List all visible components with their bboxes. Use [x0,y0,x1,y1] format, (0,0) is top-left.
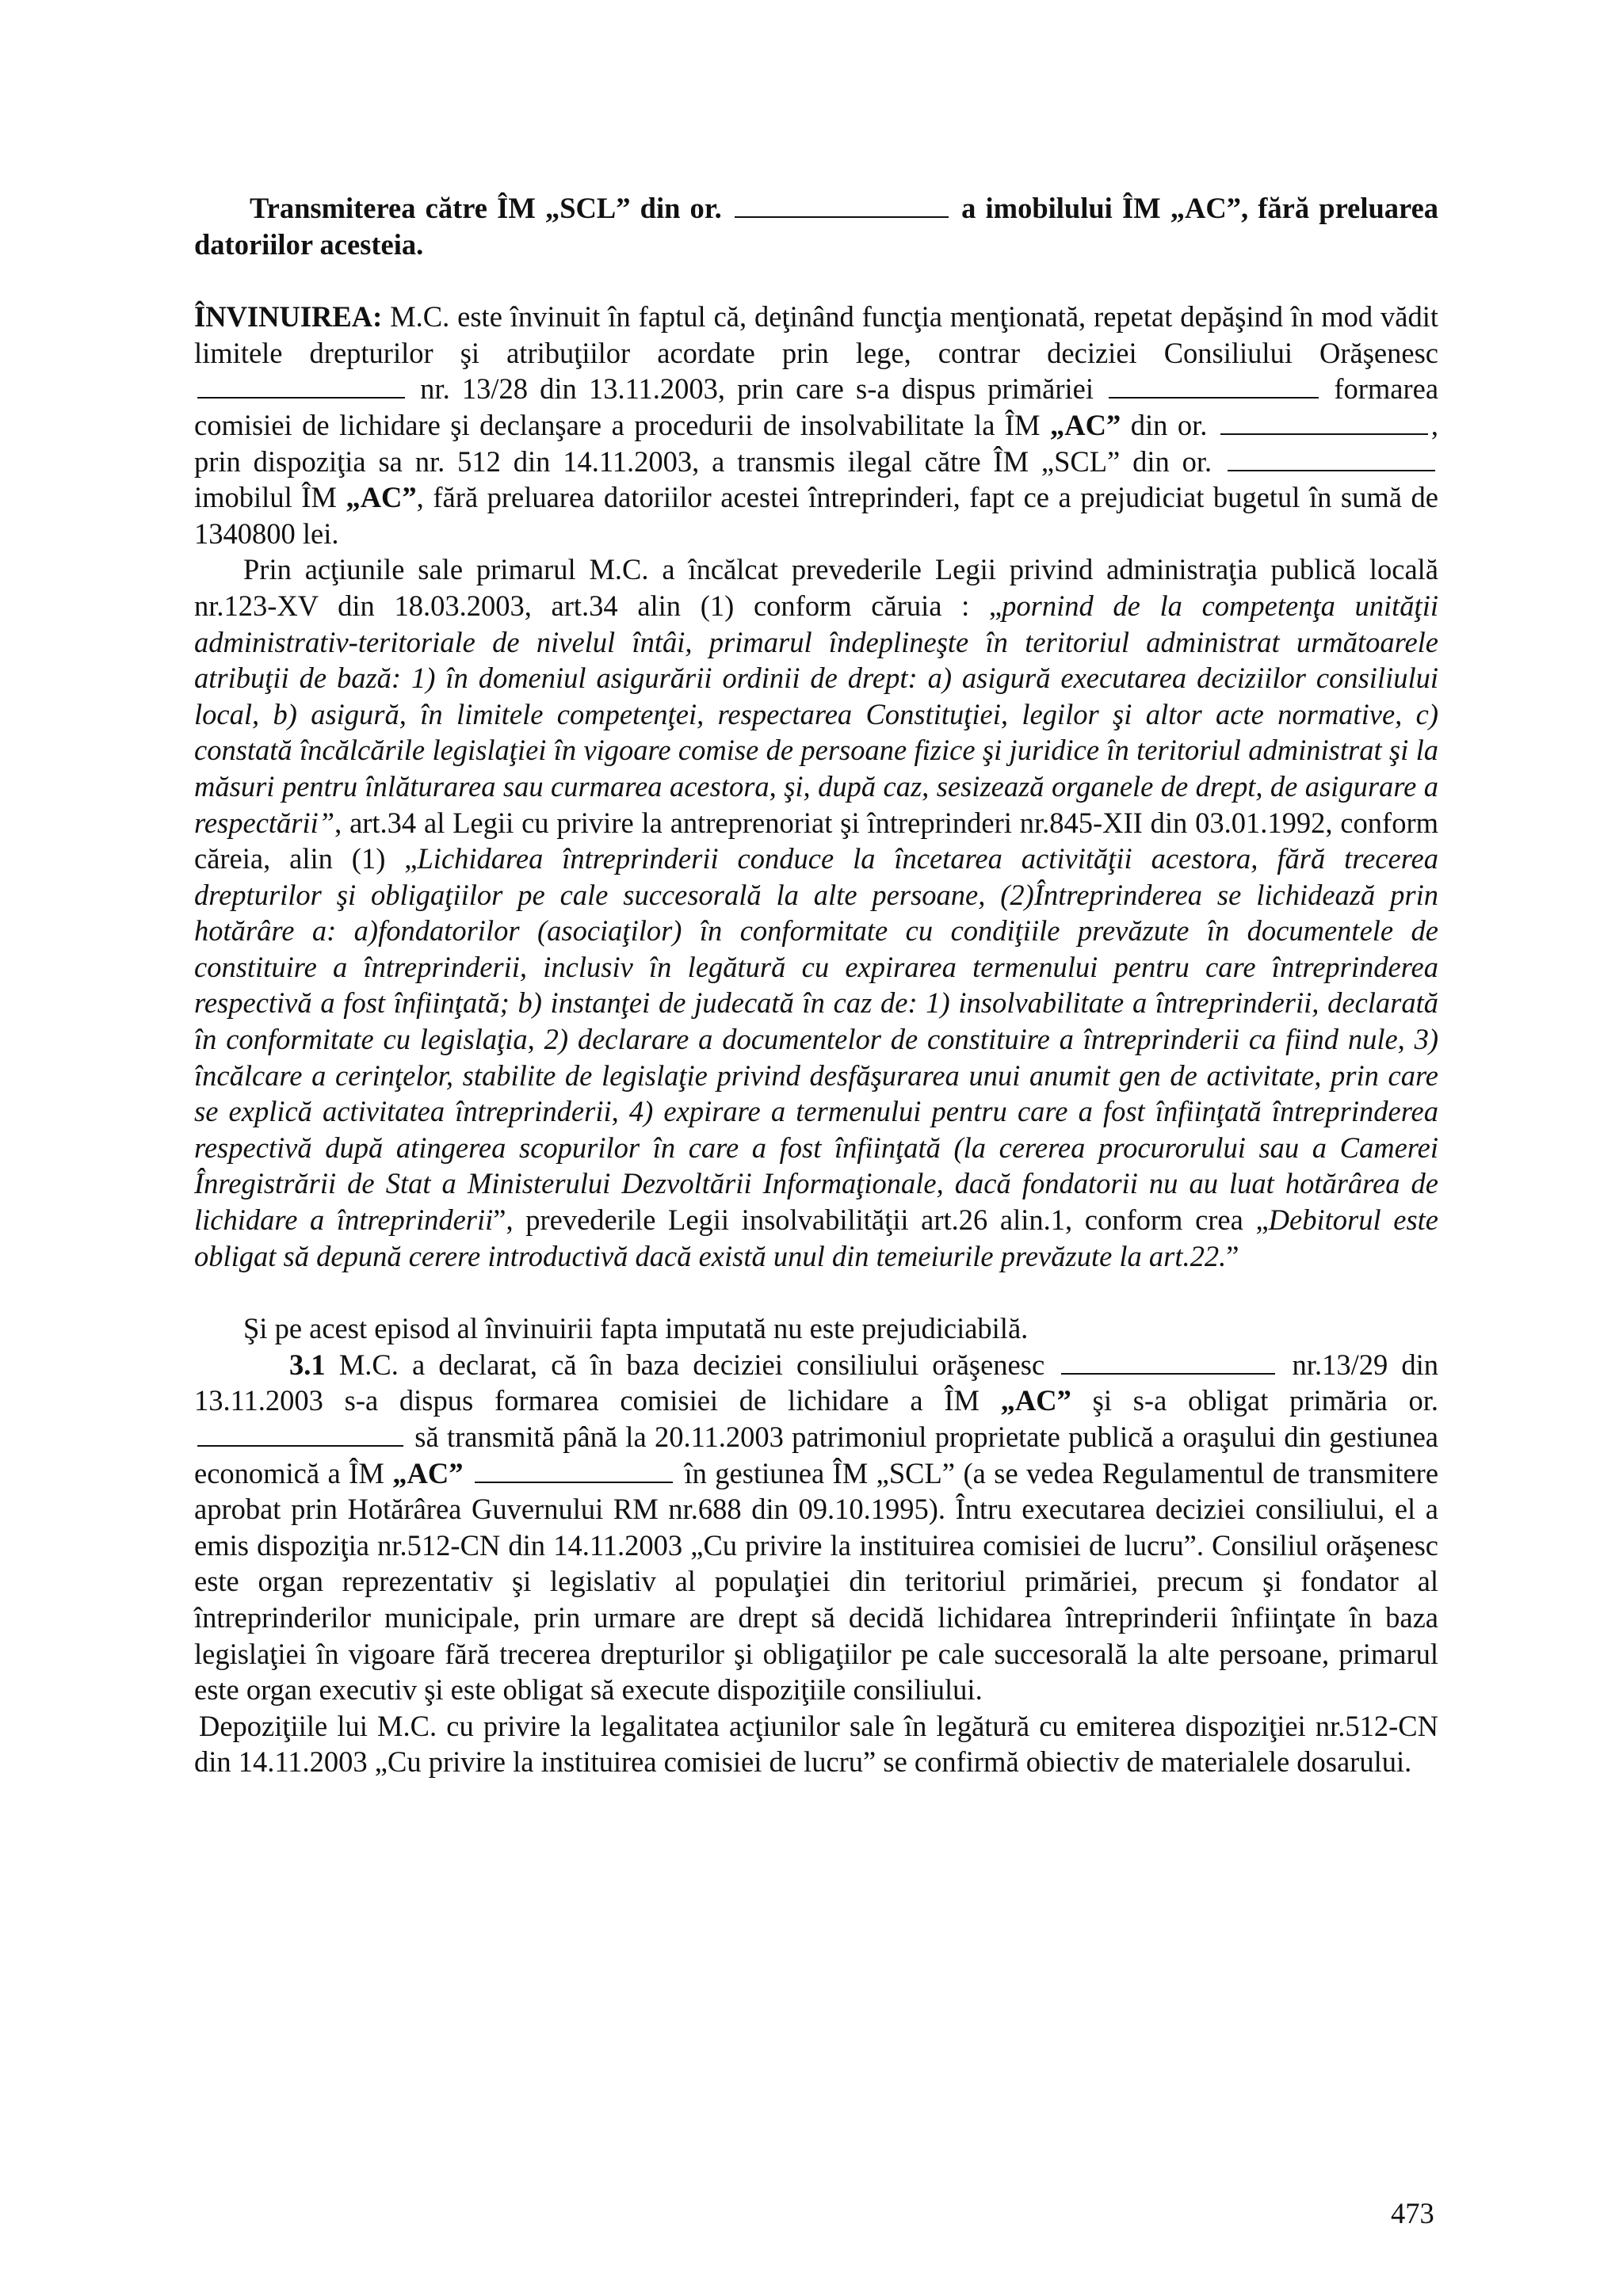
accusation-text-4: din or. [1130,408,1208,441]
accusation-text-1: M.C. este învinuit în faptul că, deţinând funcţia menţionată, repetat depăşind în mod vădit limitele drepturilor şi atribuţiilor acordate prin lege, contrar deciziei Consiliului Orăşenesc [194,300,1438,369]
accusation-text-3: formarea comisiei de lichidare şi declanşare a procedurii de insolvabilitate la ÎM [194,372,1439,441]
company-ac: „AC” [1000,1384,1071,1417]
company-ac: „AC” [1050,408,1121,441]
blank-line [1220,411,1428,435]
blank-line [1228,448,1435,471]
laws-text-1: Prin acţiunile sale primarul M.C. a încălcat prevederile Legii privind administraţia publică locală nr.123-XV din 18.03.2003, art.34 alin (1) conform căruia : „ [194,553,1438,622]
heading-part-1: Transmiterea către ÎM „SCL” din or. [250,192,722,224]
laws-text-2: , art.34 al Legii cu privire la antreprenoriat şi întreprinderi nr.845-XII din 03.01.1992, conform căreia, alin (1) „ [194,806,1438,875]
section-number: 3.1 [289,1348,326,1381]
section-text-2: nr.13/29 din 13.11.2003 s-a dispus formarea comisiei de lichidare a ÎM [194,1348,1439,1417]
accusation-text-2: nr. 13/28 din 13.11.2003, prin care s-a dispus primăriei [420,372,1094,406]
section-text-3: şi s-a obligat primăria or. [1092,1384,1438,1417]
blank-line [475,1459,673,1483]
page-number: 473 [1391,2197,1434,2229]
company-ac: „AC” [392,1456,464,1489]
blank-line [1109,375,1319,399]
section-text-1: M.C. a declarat, că în baza deciziei consiliului orăşenesc [338,1348,1045,1381]
blank-line [735,194,949,218]
laws-paragraph [194,551,1438,1274]
laws-quote-1: pornind de la competenţa unităţii administrativ-teritoriale de nivelul întâi, primarul îndeplineşte în teritoriul administrat următoarele atribuţii de bază: 1) în domeniul asigurării ordinii de drept: a) asigură executarea deciziilor consiliului local, b) asigură, în limitele competenţei, respectarea Constituţiei, legilor şi altor acte normative, c) constată încălcările legislaţiei în vigoare comise de persoane fizice şi juridice în teritoriul administrat şi la măsuri pentru înlăturarea sau curmarea acestora, şi, după caz, sesizează organele de drept, de asigurare a respectării” [194,589,1438,839]
blank-line [197,1423,403,1447]
laws-text-3: ”, prevederile Legii insolvabilităţii art.26 alin.1, conform crea „ [493,1203,1269,1237]
laws-quote-2: Lichidarea întreprinderii conduce la încetarea activităţii acestora, fără trecerea drepturilor şi obligaţiilor pe cale succesorală la alte persoane, (2)Întreprinderea se lichidează prin hotărâre a: a)fondatorilor (asociaţilor) în conformitate cu condiţiile prevăzute în documentele de constituire a întreprinderii, inclusiv în legătură cu expirarea termenului pentru care întreprinderea respectivă a fost înfiinţată; b) instanţei de judecată în caz de: 1) insolvabilitate a întreprinderii, declarată în conformitate cu legislaţia, 2) declarare a documentelor de constituire a întreprinderii ca fiind nule, 3) încălcare a cerinţelor, stabilite de legislaţie privind desfăşurarea unui anumit gen de activitate, prin care se explică activitatea întreprinderii, 4) expirare a termenului pentru care a fost înfiinţată întreprinderea respectivă după atingerea scopurilor în care a fost înfiinţată (la cererea procurorului sau a Camerei Înregistrării de Stat a Ministerului Dezvoltării Informaţionale, dacă fondatorii nu au luat hotărârea de lichidare a întreprinderii [194,842,1439,1237]
blank-line [197,375,405,399]
episode-heading [194,190,1438,262]
blank-line [1061,1351,1275,1375]
accusation-text-7: , fără preluarea datoriilor acestei întreprinderi, fapt ce a prejudiciat bugetul în sumă de 1340800 lei. [194,481,1438,550]
section-text-4: să transmită până la 20.11.2003 patrimoniul proprietate publică a oraşului din gestiunea economică a ÎM [194,1421,1438,1489]
document-page [194,190,1438,1780]
accusation-text-5: , prin dispoziţia sa nr. 512 din 14.11.2003, a transmis ilegal către ÎM „SCL” din or. [194,408,1438,478]
accusation-label: ÎNVINUIREA: [194,300,383,334]
final-paragraph: Depoziţiile lui M.C. cu privire la legalitatea acţiunilor sale în legătură cu emiterea dispoziţiei nr.512-CN din 14.11.2003 „Cu privire la instituirea comisiei de lucru” se confirmă obiectiv de materialele dosarului. [194,1709,1438,1779]
company-ac: „AC” [346,481,417,514]
laws-quote-3: Debitorul este obligat să depună cerere introductivă dacă există unul din temeiurile prevăzute la art.22. [194,1203,1438,1272]
section-3-1-paragraph [194,1347,1438,1708]
accusation-text-6: imobilul ÎM [194,481,337,514]
heading-part-2: a imobilului ÎM „AC”, fără preluarea datoriilor acesteia. [194,192,1439,261]
episode-note: Şi pe acest episod al învinuirii fapta imputată nu este prejudiciabilă. [243,1312,1029,1345]
accusation-paragraph [194,299,1438,551]
section-text-5: în gestiunea ÎM „SCL” (a se vedea Regulamentul de transmitere aprobat prin Hotărârea Guvernului RM nr.688 din 09.10.1995). Întru executarea deciziei consiliului, el a emis dispoziţia nr.512-CN din 14.11.2003 „Cu privire la instituirea comisiei de lucru”. Consiliul orăşenesc este organ reprezentativ şi legislativ al populaţiei din teritoriul primăriei, precum şi fondator al întreprinderilor municipale, prin urmare are drept să decidă lichidarea întreprinderii înfiinţate în baza legislaţiei în vigoare fără trecerea drepturilor şi obligaţiilor pe cale succesorală la alte persoane, primarul este organ executiv şi este obligat să execute dispoziţiile consiliului. [194,1456,1439,1707]
laws-text-4: ” [1226,1239,1239,1272]
